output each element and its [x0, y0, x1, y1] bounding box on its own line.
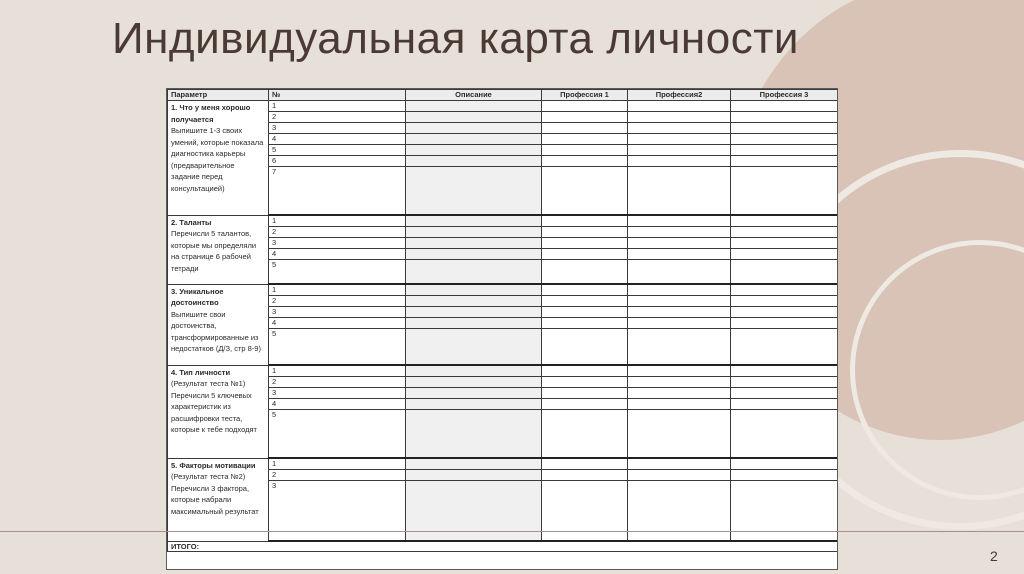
profession-2-cell[interactable]: [628, 399, 731, 410]
section-parameter: [168, 284, 269, 365]
description-cell[interactable]: [406, 318, 542, 329]
profession-3-cell[interactable]: [731, 458, 838, 470]
row-number: 1: [269, 458, 406, 470]
footer-divider: [0, 531, 1024, 532]
table-row: [168, 365, 838, 377]
table-row: [168, 215, 838, 227]
description-cell[interactable]: [406, 156, 542, 167]
total-row: [168, 541, 838, 552]
profession-3-cell[interactable]: [731, 112, 838, 123]
header-prof2: Профессия2: [628, 90, 731, 101]
profession-1-cell[interactable]: [542, 365, 628, 377]
description-cell[interactable]: [406, 365, 542, 377]
profession-3-cell[interactable]: [731, 167, 838, 216]
section-instructions: (Результат теста №2) Перечисли 3 фактора, которые набрали максимальный результат: [171, 472, 259, 516]
description-cell[interactable]: [406, 238, 542, 249]
profession-3-cell[interactable]: [731, 156, 838, 167]
profession-1-cell[interactable]: [542, 260, 628, 285]
table-row: [168, 260, 838, 285]
profession-2-cell[interactable]: [628, 101, 731, 112]
row-number: 2: [269, 112, 406, 123]
row-number: 1: [269, 101, 406, 112]
table-row: [168, 156, 838, 167]
profession-1-cell[interactable]: [542, 458, 628, 470]
description-cell[interactable]: [406, 145, 542, 156]
row-number: 4: [269, 318, 406, 329]
profession-3-cell[interactable]: [731, 134, 838, 145]
row-number: 2: [269, 296, 406, 307]
table-row: [168, 123, 838, 134]
row-number: 3: [269, 123, 406, 134]
table-row: [168, 227, 838, 238]
profession-2-cell[interactable]: [628, 227, 731, 238]
profession-2-cell[interactable]: [628, 470, 731, 481]
description-cell[interactable]: [406, 284, 542, 296]
header-row: [168, 90, 838, 101]
profession-3-cell[interactable]: [731, 470, 838, 481]
profession-1-cell[interactable]: [542, 318, 628, 329]
profession-1-cell[interactable]: [542, 307, 628, 318]
profession-3-cell[interactable]: [731, 215, 838, 227]
table-row: [168, 399, 838, 410]
profession-3-cell[interactable]: [731, 410, 838, 459]
section-parameter: [168, 215, 269, 284]
section-instructions: Выпишите 1-3 своих умений, которые показала диагностика карьеры (предварительное задание перед консультацией): [171, 126, 264, 193]
description-cell[interactable]: [406, 410, 542, 459]
row-number: 5: [269, 145, 406, 156]
profession-2-cell[interactable]: [628, 284, 731, 296]
profession-1-cell[interactable]: [542, 227, 628, 238]
description-cell[interactable]: [406, 134, 542, 145]
table-row: [168, 101, 838, 112]
section-title: 5. Факторы мотивации: [171, 460, 256, 470]
section-title: 1. Что у меня хорошо получается: [171, 103, 251, 124]
profession-3-cell[interactable]: [731, 260, 838, 285]
description-cell[interactable]: [406, 167, 542, 216]
section-parameter: [168, 458, 269, 541]
section-title: 2. Таланты: [171, 217, 212, 227]
table-row: [168, 307, 838, 318]
profession-3-cell[interactable]: [731, 329, 838, 366]
description-cell[interactable]: [406, 123, 542, 134]
profession-3-cell[interactable]: [731, 145, 838, 156]
section-parameter: [168, 101, 269, 216]
section-instructions: Выпишите свои достоинства, трансформированные из недостатков (Д/З, стр 8-9): [171, 309, 261, 353]
profession-1-cell[interactable]: [542, 329, 628, 366]
description-cell[interactable]: [406, 249, 542, 260]
section-instructions: Перечисли 5 талантов, которые мы определяли на странице 6 рабочей тетради: [171, 229, 257, 273]
profession-1-cell[interactable]: [542, 145, 628, 156]
description-cell[interactable]: [406, 260, 542, 285]
slide-title: Индивидуальная карта личности: [112, 14, 799, 63]
description-cell[interactable]: [406, 101, 542, 112]
table-row: [168, 284, 838, 296]
description-cell[interactable]: [406, 296, 542, 307]
profession-3-cell[interactable]: [731, 238, 838, 249]
description-cell[interactable]: [406, 307, 542, 318]
profession-1-cell[interactable]: [542, 215, 628, 227]
table-row: [168, 296, 838, 307]
profession-1-cell[interactable]: [542, 249, 628, 260]
table-row: [168, 410, 838, 459]
profession-3-cell[interactable]: [731, 318, 838, 329]
profession-3-cell[interactable]: [731, 296, 838, 307]
profession-2-cell[interactable]: [628, 377, 731, 388]
header-prof3: Профессия 3: [731, 90, 838, 101]
row-number: 4: [269, 399, 406, 410]
row-number: 1: [269, 365, 406, 377]
table-row: [168, 238, 838, 249]
section-parameter: [168, 365, 269, 458]
row-number: 1: [269, 284, 406, 296]
profession-1-cell[interactable]: [542, 377, 628, 388]
profession-2-cell[interactable]: [628, 458, 731, 470]
row-number: 2: [269, 470, 406, 481]
profession-3-cell[interactable]: [731, 101, 838, 112]
profession-2-cell[interactable]: [628, 238, 731, 249]
profession-3-cell[interactable]: [731, 399, 838, 410]
row-number: 3: [269, 388, 406, 399]
page-number: 2: [990, 548, 998, 564]
profession-3-cell[interactable]: [731, 123, 838, 134]
profession-2-cell[interactable]: [628, 388, 731, 399]
row-number: 3: [269, 307, 406, 318]
table-row: [168, 167, 838, 216]
table-body: [168, 101, 838, 542]
profession-2-cell[interactable]: [628, 260, 731, 285]
profession-2-cell[interactable]: [628, 249, 731, 260]
row-number: 6: [269, 156, 406, 167]
profession-2-cell[interactable]: [628, 134, 731, 145]
profession-2-cell[interactable]: [628, 112, 731, 123]
description-cell[interactable]: [406, 458, 542, 470]
profession-3-cell[interactable]: [731, 365, 838, 377]
profession-2-cell[interactable]: [628, 329, 731, 366]
header-desc: Описание: [406, 90, 542, 101]
section-title: 4. Тип личности: [171, 367, 231, 377]
profession-2-cell[interactable]: [628, 215, 731, 227]
description-cell[interactable]: [406, 112, 542, 123]
section-instructions: (Результат теста №1) Перечисли 5 ключевых характеристик из расшифровки теста, которые к тебе подходят: [171, 379, 257, 434]
table-row: [168, 388, 838, 399]
row-number: 2: [269, 227, 406, 238]
profession-3-cell[interactable]: [731, 307, 838, 318]
table-grid: [167, 89, 838, 552]
row-number: 5: [269, 410, 406, 459]
profession-2-cell[interactable]: [628, 365, 731, 377]
table-row: [168, 145, 838, 156]
description-cell[interactable]: [406, 377, 542, 388]
profession-1-cell[interactable]: [542, 388, 628, 399]
profession-1-cell[interactable]: [542, 156, 628, 167]
table-row: [168, 470, 838, 481]
table-row: [168, 134, 838, 145]
profession-1-cell[interactable]: [542, 134, 628, 145]
row-number: 5: [269, 329, 406, 366]
row-number: 1: [269, 215, 406, 227]
table-row: [168, 377, 838, 388]
profession-2-cell[interactable]: [628, 167, 731, 216]
profession-3-cell[interactable]: [731, 388, 838, 399]
profession-2-cell[interactable]: [628, 156, 731, 167]
header-prof1: Профессия 1: [542, 90, 628, 101]
profession-1-cell[interactable]: [542, 296, 628, 307]
section-title: 3. Уникальное достоинство: [171, 286, 224, 307]
table-row: [168, 249, 838, 260]
profession-1-cell[interactable]: [542, 284, 628, 296]
header-num: №: [269, 90, 406, 101]
profession-2-cell[interactable]: [628, 307, 731, 318]
profession-1-cell[interactable]: [542, 112, 628, 123]
total-label: ИТОГО:: [168, 541, 838, 552]
profession-1-cell[interactable]: [542, 399, 628, 410]
profession-3-cell[interactable]: [731, 284, 838, 296]
profession-1-cell[interactable]: [542, 238, 628, 249]
row-number: 3: [269, 481, 406, 542]
profession-1-cell[interactable]: [542, 167, 628, 216]
description-cell[interactable]: [406, 227, 542, 238]
table-row: [168, 458, 838, 470]
profession-2-cell[interactable]: [628, 145, 731, 156]
profession-1-cell[interactable]: [542, 470, 628, 481]
description-cell[interactable]: [406, 329, 542, 366]
description-cell[interactable]: [406, 399, 542, 410]
profession-1-cell[interactable]: [542, 123, 628, 134]
row-number: 7: [269, 167, 406, 216]
profession-2-cell[interactable]: [628, 123, 731, 134]
row-number: 4: [269, 249, 406, 260]
profession-1-cell[interactable]: [542, 101, 628, 112]
table-row: [168, 318, 838, 329]
profession-2-cell[interactable]: [628, 410, 731, 459]
profession-3-cell[interactable]: [731, 249, 838, 260]
row-number: 2: [269, 377, 406, 388]
personality-map-table: [166, 88, 838, 570]
table-row: [168, 112, 838, 123]
description-cell[interactable]: [406, 215, 542, 227]
row-number: 3: [269, 238, 406, 249]
profession-3-cell[interactable]: [731, 227, 838, 238]
table-row: [168, 329, 838, 366]
description-cell[interactable]: [406, 388, 542, 399]
row-number: 4: [269, 134, 406, 145]
profession-2-cell[interactable]: [628, 296, 731, 307]
profession-3-cell[interactable]: [731, 377, 838, 388]
header-param: Параметр: [168, 90, 269, 101]
row-number: 5: [269, 260, 406, 285]
profession-2-cell[interactable]: [628, 318, 731, 329]
description-cell[interactable]: [406, 470, 542, 481]
profession-1-cell[interactable]: [542, 410, 628, 459]
